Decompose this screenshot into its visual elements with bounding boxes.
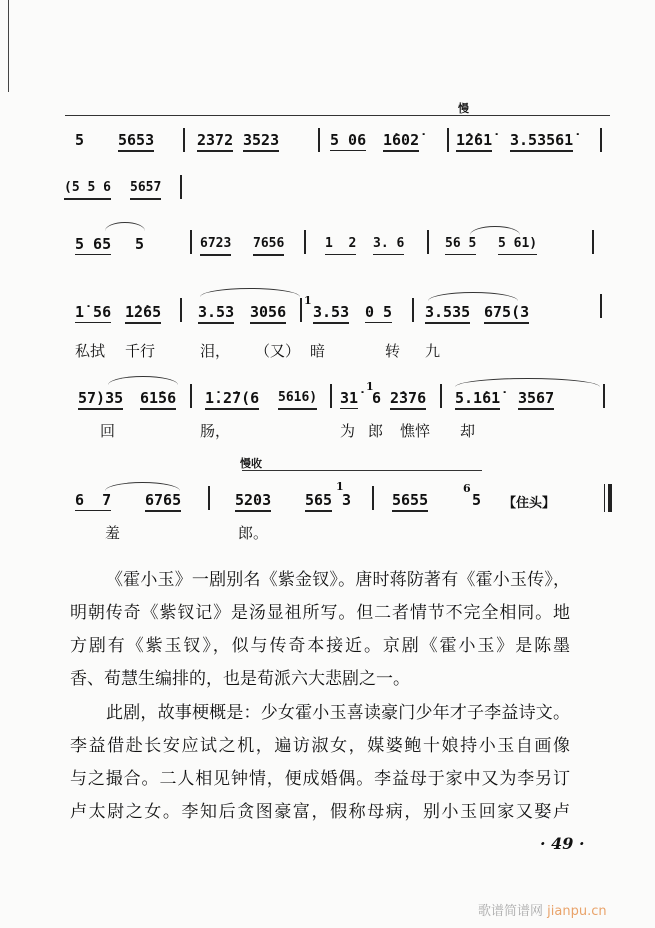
barline [412,298,414,322]
note-group: 1̇.2̇7(6 [205,390,259,410]
tempo-mark-slow-end: 慢收 [240,457,262,470]
text-line: 明朝传奇《紫钗记》是汤显祖所写。但二者情节不完全相同。地 [70,603,570,623]
note-group: 3.53 [198,304,234,324]
note-group: 7656 [253,236,284,256]
barline [300,298,302,322]
barline [592,230,594,254]
lyric: 肠， [200,422,231,440]
lyric: 羞 [105,524,121,542]
note-group: 2̇376 [390,390,426,410]
barline [180,298,182,322]
slur [108,376,178,385]
barline [447,128,449,152]
text-line: 李益借赴长安应试之机，遍访淑女，媒婆鲍十娘持小玉自画像 [70,736,570,756]
page-number: · 49 · [540,834,585,853]
ending-mark: 【住头】 [503,496,556,511]
note-group: 1̇2̇65 [125,304,161,324]
text-line: 与之撮合。二人相见钟情，便成婚偶。李益母于家中又为李另订 [70,769,570,789]
watermark-cn: 歌谱简谱网 [478,904,544,919]
barline [603,384,605,408]
grace-note: 1 [304,294,312,307]
tempo-mark-slow: 慢 [458,102,469,115]
barline [600,128,602,152]
note-group: 675(3 [484,304,529,324]
note-group: 3.53 [313,304,349,324]
note-group: 6765 [145,492,181,512]
barline [190,230,192,254]
staff-top-rule [65,115,610,116]
note-group: 5655 [392,492,428,512]
note-group: 565 [305,492,332,512]
barline [330,384,332,408]
note-group: (5 5 6 [64,180,111,200]
lyric: 为 [340,422,356,440]
note-group: 61̇56 [140,390,176,410]
lyric: 私拭 [75,342,106,360]
lyric: 却 [460,422,476,440]
note-group: 1̇602̇ [383,132,419,152]
grace-note: 6 [463,482,471,495]
note-group: 3. 6 [373,236,404,255]
grace-note: 1 [336,480,344,493]
final-barline-thick [608,484,612,512]
text-line: 方剧有《紫玉钗》，似与传奇本接近。京剧《霍小玉》是陈墨 [70,636,570,656]
lyric: 千行 [125,342,156,360]
note-group: 5 [472,491,482,509]
paragraph-2 [70,697,570,829]
final-barline [604,484,605,512]
note-group: 2372 [197,132,233,152]
lyric: （又） [255,342,301,360]
note-group: 3567 [518,390,554,410]
note-group: 5 [135,235,145,253]
slur [428,292,518,301]
note-group: 57)35 [78,390,123,410]
slur [105,222,145,231]
lyric: 转 [385,342,401,360]
lyric: 郎。 [238,524,269,542]
barline [372,486,374,510]
note-group: 1 2 [325,236,356,255]
barline [180,175,182,199]
note-group: 5203 [235,492,271,512]
lyric: 九 [425,342,441,360]
lyric: 憔悴 [400,422,431,440]
tempo-extension-line [242,470,482,471]
watermark-url: jianpu.cn [547,904,607,919]
note-group: 5657 [130,180,161,200]
watermark [478,900,607,919]
note-group: 5 [75,131,85,149]
barline [318,128,320,152]
note-group: 1̇ 56 [75,303,112,321]
lyric: 郎 [368,422,384,440]
note-group: 5616) [278,390,317,410]
barline [208,486,210,510]
barline [440,384,442,408]
note-group: 3056 [250,304,286,324]
note-group: 5653 [118,132,154,152]
grace-note: 1 [366,380,374,393]
note-group: 6723 [200,236,231,256]
barline [190,384,192,408]
note-group: 3.53561̇ [510,132,573,152]
slur [455,378,600,387]
barline [183,128,185,152]
barline [427,230,429,254]
slur [470,226,520,235]
slur [200,288,300,297]
text-line: 卢太尉之女。李知后贪图豪富，假称母病，别小玉回家又娶卢 [70,802,570,822]
paragraph-1 [70,564,570,696]
note-group: 5.1̇61̇ [455,390,500,410]
note-group: 5 65 [75,235,112,253]
note-group: 56 5 [445,236,476,255]
note-group: 0 5 [365,303,393,321]
lyric: 泪， [200,342,231,360]
page-edge-line [8,0,9,92]
barline [304,230,306,254]
text-line: 香、荀慧生编排的，也是荀派六大悲剧之一。 [70,669,410,689]
note-group: 5 06 [330,131,367,149]
lyric: 回 [100,422,116,440]
slur [105,482,180,491]
note-group: 3 [342,491,352,509]
note-group: 3.535 [425,304,470,324]
note-group: 3523 [243,132,279,152]
text-line: 此剧，故事梗概是：少女霍小玉喜读豪门少年才子李益诗文。 [106,703,570,723]
note-group: 31̇ [340,389,359,407]
text-line: 《霍小玉》一剧别名《紫金钗》。唐时蒋防著有《霍小玉传》， [106,570,570,590]
note-group: 5 61) [498,236,537,255]
lyric: 暗 [310,342,326,360]
note-group: 1̇2̇61̇ [456,132,492,152]
note-group: 6 7 [75,491,112,509]
note-group: 6 [372,389,382,407]
barline [600,294,602,318]
